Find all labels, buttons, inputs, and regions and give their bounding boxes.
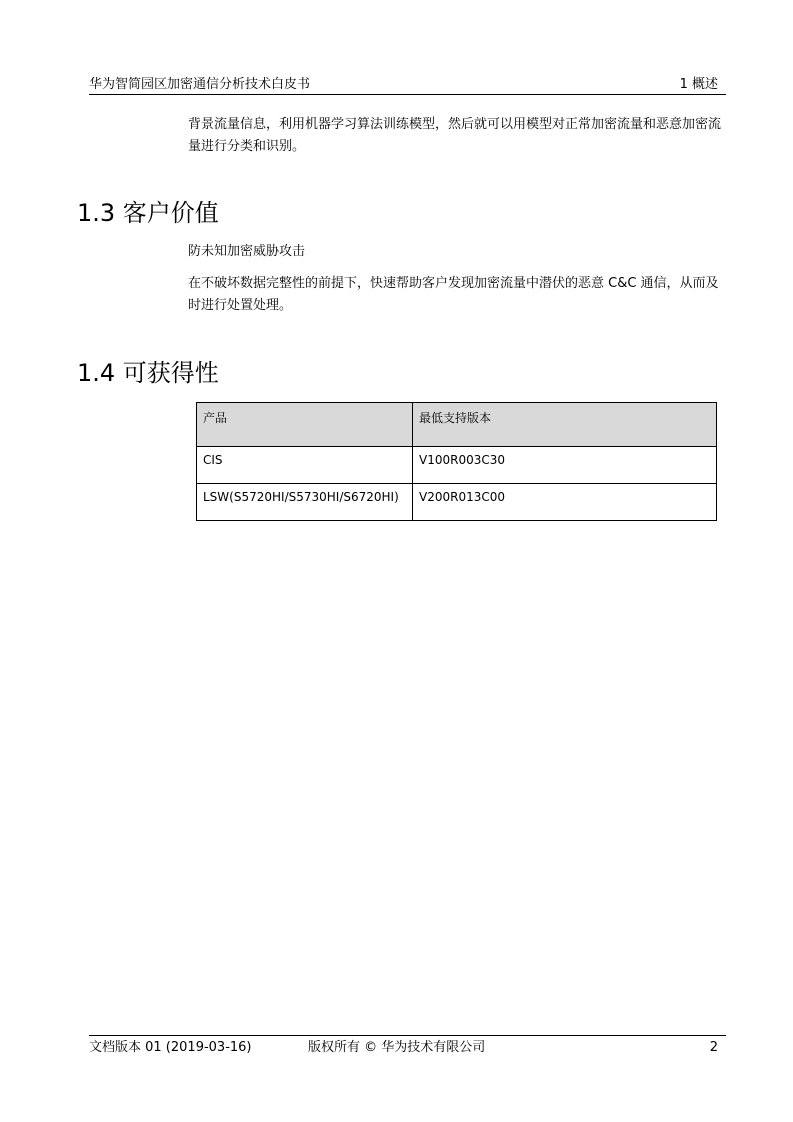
section-subtitle: 防未知加密威胁攻击 xyxy=(188,244,306,259)
header-cell-product: 产品 xyxy=(197,403,413,447)
header-cell-min-version: 最低支持版本 xyxy=(413,403,717,447)
customer-value-paragraph: 在不破坏数据完整性的前提下，快速帮助客户发现加密流量中潜伏的恶意 C&C 通信，从而及时进行处置处理。 xyxy=(188,276,719,313)
table-cell-version: V100R003C30 xyxy=(413,447,717,484)
table-row xyxy=(197,484,717,521)
table-cell-product: LSW(S5720HI/S5730HI/S6720HI) xyxy=(197,484,413,521)
table-cell-version: V200R013C00 xyxy=(413,484,717,521)
document-title: 华为智简园区加密通信分析技术白皮书 xyxy=(89,77,311,92)
page-footer xyxy=(89,1035,726,1058)
page-header xyxy=(89,76,726,95)
copyright-notice: 版权所有 © 华为技术有限公司 xyxy=(308,1040,486,1055)
intro-paragraph: 背景流量信息，利用机器学习算法训练模型，然后就可以用模型对正常加密流量和恶意加密流量进行分类和识别。 xyxy=(188,117,722,154)
table-header-row xyxy=(197,403,717,447)
page-number: 2 xyxy=(709,1040,718,1055)
availability-table xyxy=(196,402,717,521)
table-row xyxy=(197,447,717,484)
chapter-label: 1 概述 xyxy=(679,77,718,92)
section-heading-customer-value: 1.3 客户价值 xyxy=(77,199,219,227)
document-version: 文档版本 01 (2019-03-16) xyxy=(89,1040,252,1055)
table-cell-product: CIS xyxy=(197,447,413,484)
section-heading-availability: 1.4 可获得性 xyxy=(77,359,219,387)
